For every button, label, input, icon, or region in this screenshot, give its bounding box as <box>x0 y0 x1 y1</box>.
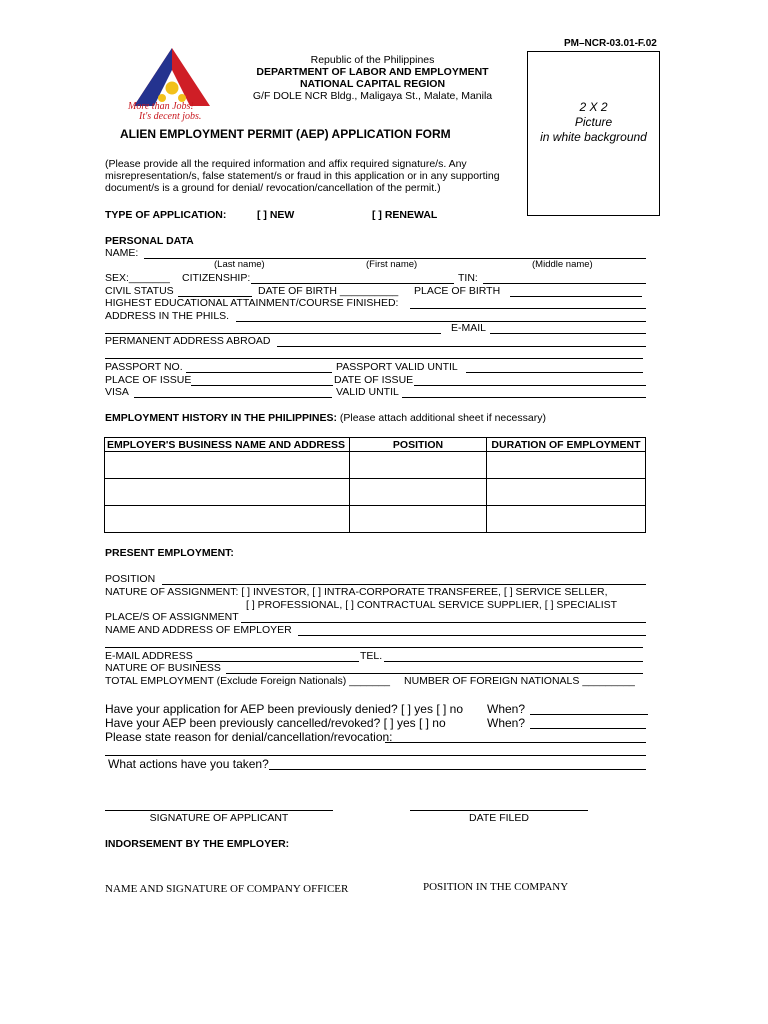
tel-field[interactable] <box>384 661 643 662</box>
company-position-label: POSITION IN THE COMPANY <box>423 881 569 893</box>
column-duration: DURATION OF EMPLOYMENT <box>487 438 646 452</box>
citizenship-label: CITIZENSHIP: <box>182 272 251 284</box>
question-denied-when: When? <box>487 702 526 716</box>
question-cancelled[interactable]: Have your AEP been previously cancelled/revoked? [ ] yes [ ] no <box>105 716 446 730</box>
date-of-birth-field[interactable]: DATE OF BIRTH __________ <box>258 285 399 297</box>
valid-until-label: VALID UNTIL <box>336 386 399 398</box>
question-cancelled-when: When? <box>487 716 526 730</box>
table-row <box>105 452 646 479</box>
nature-of-business-field[interactable] <box>226 673 643 674</box>
position-cell[interactable] <box>350 452 487 479</box>
employer-name-address-field-2[interactable] <box>105 647 643 648</box>
position-cell[interactable] <box>350 506 487 533</box>
address-phils-field[interactable] <box>236 321 646 322</box>
date-of-issue-label: DATE OF ISSUE <box>334 374 414 386</box>
date-filed-label: DATE FILED <box>469 812 529 824</box>
table-row <box>105 479 646 506</box>
duration-cell[interactable] <box>487 452 646 479</box>
place-of-issue-field[interactable] <box>191 385 333 386</box>
places-of-assignment-field[interactable] <box>241 622 646 623</box>
civil-status-label: CIVIL STATUS <box>105 285 174 297</box>
form-title: ALIEN EMPLOYMENT PERMIT (AEP) APPLICATION FORM <box>120 127 451 141</box>
employment-history-title: EMPLOYMENT HISTORY IN THE PHILIPPINES: <box>105 412 337 424</box>
employment-history-table <box>104 437 646 533</box>
position-field[interactable] <box>162 584 646 585</box>
tin-label: TIN: <box>458 272 478 284</box>
header-republic: Republic of the Philippines <box>310 54 435 66</box>
renewal-checkbox[interactable]: [ ] RENEWAL <box>372 209 438 221</box>
denied-when-field[interactable] <box>530 714 648 715</box>
place-of-birth-field[interactable] <box>510 296 642 297</box>
company-officer-label: NAME AND SIGNATURE OF COMPANY OFFICER <box>105 883 349 895</box>
photo-size: 2 X 2 <box>579 100 608 114</box>
places-of-assignment-label: PLACE/S OF ASSIGNMENT <box>105 611 239 623</box>
applicant-signature-label: SIGNATURE OF APPLICANT <box>149 812 289 824</box>
nature-of-business-label: NATURE OF BUSINESS <box>105 662 221 674</box>
address-phils-field-2[interactable] <box>105 333 441 334</box>
notice-line-3: document/s is a ground for denial/ revocation/cancellation of the permit.) <box>105 182 441 194</box>
header-address: G/F DOLE NCR Bldg., Maligaya St., Malate, Manila <box>252 90 493 102</box>
applicant-signature-field[interactable] <box>105 810 333 811</box>
total-employment-field[interactable]: TOTAL EMPLOYMENT (Exclude Foreign Nationals) _______ <box>105 675 390 687</box>
education-label: HIGHEST EDUCATIONAL ATTAINMENT/COURSE FINISHED: <box>105 297 399 309</box>
photo-box <box>527 51 660 216</box>
visa-label: VISA <box>105 386 129 398</box>
duration-cell[interactable] <box>487 506 646 533</box>
present-employment-heading: PRESENT EMPLOYMENT: <box>105 547 234 559</box>
visa-field[interactable] <box>134 397 332 398</box>
personal-data-heading: PERSONAL DATA <box>105 235 194 247</box>
passport-no-label: PASSPORT NO. <box>105 361 183 373</box>
middle-name-caption: (Middle name) <box>532 259 593 270</box>
foreign-nationals-field[interactable]: NUMBER OF FOREIGN NATIONALS _________ <box>404 675 635 687</box>
passport-valid-field[interactable] <box>466 372 643 373</box>
address-abroad-field[interactable] <box>277 346 646 347</box>
employer-name-address-label: NAME AND ADDRESS OF EMPLOYER <box>105 624 292 636</box>
date-of-issue-field[interactable] <box>414 385 646 386</box>
employment-history-heading <box>105 412 546 424</box>
header-region: NATIONAL CAPITAL REGION <box>299 78 446 90</box>
education-field[interactable] <box>410 308 646 309</box>
logo-tagline-2: It's decent jobs. <box>139 111 202 122</box>
nature-of-assignment-options[interactable]: NATURE OF ASSIGNMENT: [ ] INVESTOR, [ ] INTRA-CORPORATE TRANSFEREE, [ ] SERVICE SELLER, <box>105 586 608 598</box>
valid-until-field[interactable] <box>402 397 646 398</box>
first-name-caption: (First name) <box>366 259 418 270</box>
notice-line-2: misrepresentation/s, false statement/s or fraud in this application or in any supporting <box>105 170 500 182</box>
passport-valid-label: PASSPORT VALID UNTIL <box>336 361 458 373</box>
header-department: DEPARTMENT OF LABOR AND EMPLOYMENT <box>256 66 489 78</box>
email-label: E-MAIL <box>451 322 487 334</box>
nature-of-assignment-options-2[interactable]: [ ] PROFESSIONAL, [ ] CONTRACTUAL SERVICE SUPPLIER, [ ] SPECIALIST <box>246 599 618 611</box>
employer-email-label: E-MAIL ADDRESS <box>105 650 193 662</box>
last-name-caption: (Last name) <box>214 259 265 270</box>
address-phils-label: ADDRESS IN THE PHILS. <box>105 310 230 322</box>
sex-field[interactable]: SEX:_______ <box>105 272 170 284</box>
column-employer: EMPLOYER'S BUSINESS NAME AND ADDRESS <box>105 438 350 452</box>
position-label: POSITION <box>105 573 156 585</box>
form-code: PM–NCR-03.01-F.02 <box>564 38 657 49</box>
question-denied[interactable]: Have your application for AEP been previously denied? [ ] yes [ ] no <box>105 702 463 716</box>
logo-tagline-1: More than Jobs! <box>128 101 194 112</box>
type-of-application-label: TYPE OF APPLICATION: <box>105 209 227 221</box>
place-of-birth-label: PLACE OF BIRTH <box>414 285 501 297</box>
actions-field[interactable] <box>269 769 646 770</box>
employer-name-address-field[interactable] <box>298 635 646 636</box>
citizenship-field[interactable] <box>251 283 454 284</box>
position-cell[interactable] <box>350 479 487 506</box>
place-of-issue-label: PLACE OF ISSUE <box>105 374 192 386</box>
notice-line-1: (Please provide all the required information and affix required signature/s. Any <box>105 158 467 170</box>
tel-label: TEL. <box>360 650 383 662</box>
reason-field[interactable] <box>385 742 646 743</box>
passport-no-field[interactable] <box>186 372 332 373</box>
duration-cell[interactable] <box>487 479 646 506</box>
table-row <box>105 506 646 533</box>
reason-field-2[interactable] <box>105 755 646 756</box>
employment-history-note: (Please attach additional sheet if necessary) <box>337 412 546 424</box>
cancelled-when-field[interactable] <box>530 728 646 729</box>
email-field[interactable] <box>490 333 646 334</box>
employer-cell[interactable] <box>105 479 350 506</box>
address-abroad-field-2[interactable] <box>105 358 643 359</box>
name-label: NAME: <box>105 247 139 259</box>
new-checkbox[interactable]: [ ] NEW <box>257 209 295 221</box>
photo-label: Picture <box>574 115 613 129</box>
indorsement-heading: INDORSEMENT BY THE EMPLOYER: <box>105 838 290 850</box>
column-position: POSITION <box>350 438 487 452</box>
address-abroad-label: PERMANENT ADDRESS ABROAD <box>105 335 271 347</box>
date-filed-field[interactable] <box>410 810 588 811</box>
employer-cell[interactable] <box>105 506 350 533</box>
tin-field[interactable] <box>483 283 646 284</box>
question-actions: What actions have you taken? <box>108 757 269 771</box>
employer-cell[interactable] <box>105 452 350 479</box>
question-reason: Please state reason for denial/cancellation/revocation: <box>105 730 393 744</box>
photo-background: in white background <box>540 130 647 144</box>
